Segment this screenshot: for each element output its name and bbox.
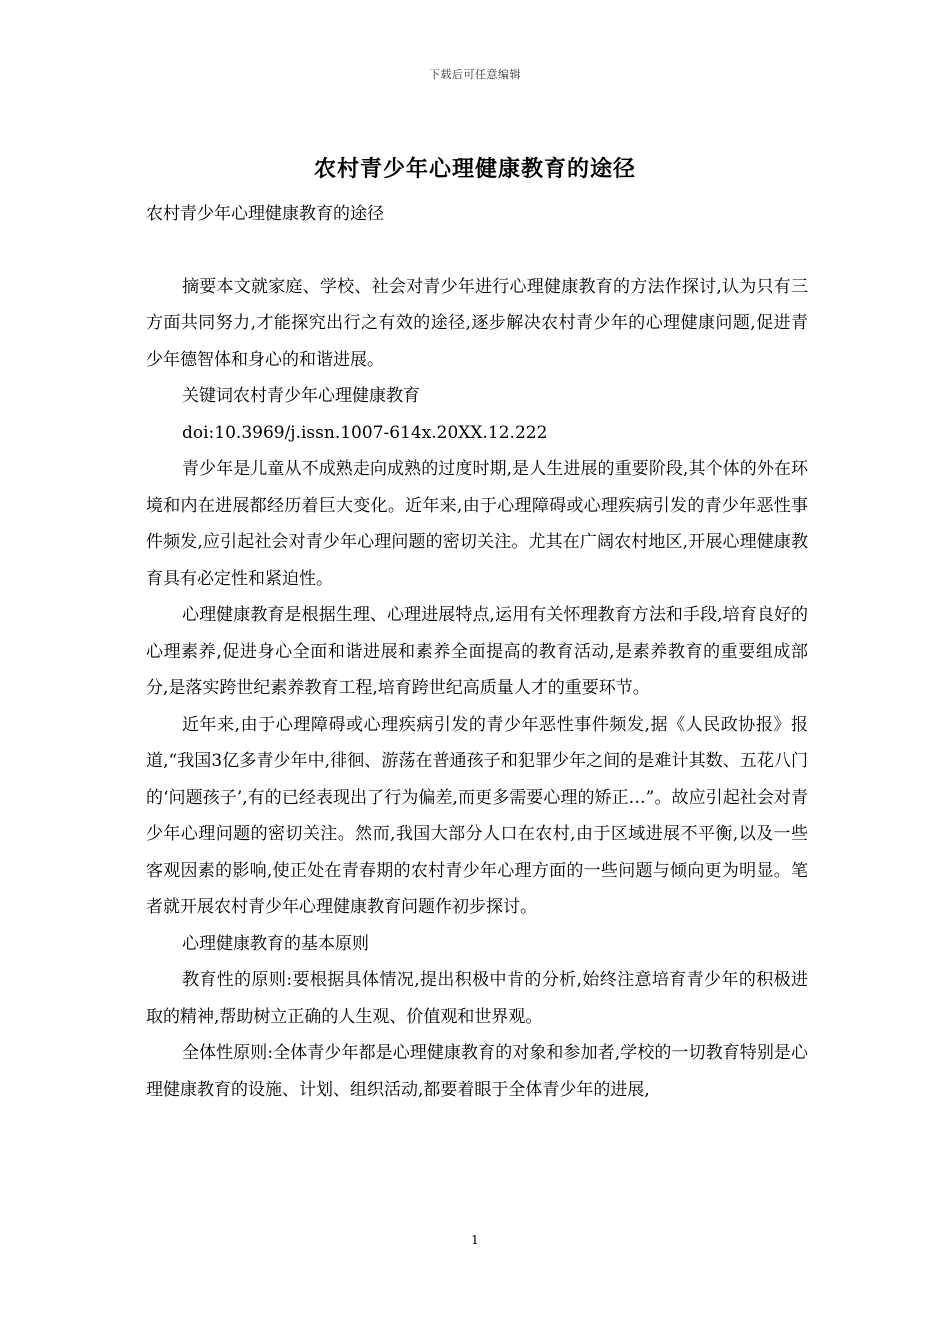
keywords-line: 关键词农村青少年心理健康教育 (182, 386, 420, 406)
abstract-paragraph: 摘要本文就家庭、学校、社会对青少年进行心理健康教育的方法作探讨,认为只有三方面共同努力,才能探究出行之有效的途径,逐步解决农村青少年的心理健康问题,促进青少年德智体和身心的和谐进展。 (146, 276, 808, 370)
document-body (146, 196, 808, 1108)
body-paragraph: 心理健康教育是根据生理、心理进展特点,运用有关怀理教育方法和手段,培育良好的心理素养,促进身心全面和谐进展和素养全面提高的教育活动,是素养教育的重要组成部分,是落实跨世纪素养教育工程,培育跨世纪高质量人才的重要环节。 (146, 605, 808, 698)
body-paragraph: 教育性的原则:要根据具体情况,提出积极中肯的分析,始终注意培育青少年的积极进取的精神,帮助树立正确的人生观、价值观和世界观。 (146, 970, 808, 1027)
body-paragraph: 青少年是儿童从不成熟走向成熟的过度时期,是人生进展的重要阶段,其个体的外在环境和内在进展都经历着巨大变化。近年来,由于心理障碍或心理疾病引发的青少年恶性事件频发,应引起社会对青少年心理问题的密切关注。尤其在广阔农村地区,开展心理健康教育具有必定性和紧迫性。 (146, 459, 808, 589)
header-note: 下载后可任意编辑 (429, 68, 521, 81)
doi-line: doi:10.3969/j.issn.1007-614x.20XX.12.222 (182, 422, 548, 443)
body-paragraph: 近年来,由于心理障碍或心理疾病引发的青少年恶性事件频发,据《人民政协报》报道,“我国3亿多青少年中,徘徊、游荡在普通孩子和犯罪少年之间的是难计其数、五花八门的‘问题孩子’,有的已经表现出了行为偏差,而更多需要心理的矫正…”。故应引起社会对青少年心理问题的密切关注。然而,我国大部分人口在农村,由于区域进展不平衡,以及一些客观因素的影响,使正处在青春期的农村青少年心理方面的一些问题与倾向更为明显。笔者就开展农村青少年心理健康教育问题作初步探讨。 (146, 714, 808, 917)
document-subtitle: 农村青少年心理健康教育的途径 (146, 204, 384, 224)
body-paragraph: 全体性原则:全体青少年都是心理健康教育的对象和参加者,学校的一切教育特别是心理健康教育的设施、计划、组织活动,都要着眼于全体青少年的进展, (146, 1043, 808, 1100)
document-title: 农村青少年心理健康教育的途径 (313, 157, 636, 182)
page-number: 1 (471, 1233, 479, 1247)
section-heading: 心理健康教育的基本原则 (182, 933, 369, 954)
